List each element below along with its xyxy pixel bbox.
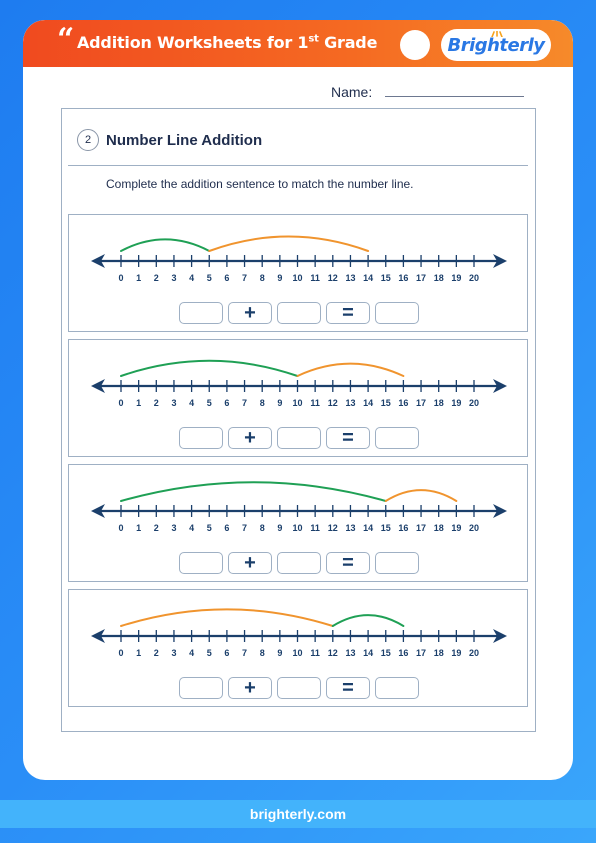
number-line-1 [69,215,529,295]
tick-label: 11 [310,273,320,283]
tick-label: 8 [259,523,265,533]
tick-label: 6 [224,398,230,408]
title-superscript: st [308,33,319,45]
tick-label: 7 [242,398,248,408]
tick-label: 6 [224,523,230,533]
tick-label: 20 [468,523,480,533]
title-end: Grade [318,33,378,52]
tick-label: 15 [380,273,391,283]
number-line-4 [69,590,529,670]
addend-1-box[interactable] [179,552,223,574]
tick-label: 12 [327,648,338,658]
number-line-3 [69,465,529,545]
tick-label: 13 [345,523,356,533]
tick-label: 20 [468,273,480,283]
sun-rays-icon [491,31,503,37]
tick-label: 18 [433,648,444,658]
jump-arc-green [333,615,404,626]
plus-sign: + [228,427,272,449]
tick-label: 8 [259,273,265,283]
tick-label: 18 [433,398,444,408]
sum-box[interactable] [375,302,419,324]
tick-label: 13 [345,273,356,283]
tick-label: 11 [310,523,320,533]
name-field-line[interactable] [385,96,524,97]
tick-label: 9 [277,648,283,658]
tick-label: 7 [242,273,248,283]
tick-label: 4 [189,648,195,658]
tick-label: 10 [292,648,303,658]
tick-label: 6 [224,648,230,658]
addend-2-box[interactable] [277,552,321,574]
tick-label: 4 [189,398,195,408]
equation-row [179,677,419,699]
tick-label: 16 [398,523,409,533]
jump-arc-orange [386,490,457,501]
tick-label: 17 [416,648,427,658]
tick-label: 20 [468,648,480,658]
tick-label: 3 [171,398,177,408]
equals-sign: = [326,302,370,324]
tick-label: 2 [153,398,159,408]
worksheet-header [23,20,573,67]
tick-label: 1 [136,273,142,283]
equation-row [179,302,419,324]
tick-label: 16 [398,273,409,283]
tick-label: 18 [433,523,444,533]
tick-label: 12 [327,523,338,533]
section-divider [68,165,528,166]
tick-label: 10 [292,398,303,408]
section-number-badge: 2 [77,129,99,151]
tick-label: 0 [118,648,124,658]
tick-label: 0 [118,273,124,283]
tick-label: 20 [468,398,480,408]
section-title: Number Line Addition [106,132,263,149]
addend-1-box[interactable] [179,302,223,324]
tick-label: 5 [206,398,212,408]
tick-label: 10 [292,273,303,283]
equals-sign: = [326,677,370,699]
tick-label: 4 [189,523,195,533]
tick-label: 3 [171,523,177,533]
title-main: Addition Worksheets for 1 [77,33,309,52]
tick-label: 9 [277,523,283,533]
plus-sign: + [228,302,272,324]
logo-text: Brighterly [447,34,545,56]
jump-arc-orange [121,609,333,626]
tick-label: 13 [345,398,356,408]
addend-1-box[interactable] [179,427,223,449]
plus-sign: + [228,677,272,699]
tick-label: 5 [206,273,212,283]
tick-label: 19 [451,398,462,408]
tick-label: 0 [118,523,124,533]
tick-label: 10 [292,523,303,533]
tick-label: 5 [206,523,212,533]
tick-label: 7 [242,523,248,533]
equation-row [179,552,419,574]
tick-label: 17 [416,273,427,283]
brighterly-logo [441,29,551,61]
addend-2-box[interactable] [277,302,321,324]
tick-label: 0 [118,398,124,408]
tick-label: 14 [363,523,374,533]
tick-label: 14 [363,273,374,283]
instructions-text: Complete the addition sentence to match the number line. [106,177,414,191]
problem-4 [68,589,528,707]
tick-label: 4 [189,273,195,283]
tick-label: 1 [136,648,142,658]
sum-box[interactable] [375,677,419,699]
problem-1 [68,214,528,332]
sum-box[interactable] [375,552,419,574]
tick-label: 17 [416,523,427,533]
tick-label: 19 [451,648,462,658]
footer-site-link[interactable]: brighterly.com [249,806,347,822]
tick-label: 13 [345,648,356,658]
tick-label: 11 [310,648,320,658]
problem-2 [68,339,528,457]
worksheet-title [77,33,377,52]
problem-3 [68,464,528,582]
tick-label: 15 [380,648,391,658]
equals-sign: = [326,552,370,574]
name-label: Name: [331,84,373,100]
tick-label: 2 [153,648,159,658]
tick-label: 1 [136,523,142,533]
equation-row [179,427,419,449]
tick-label: 19 [451,273,462,283]
addend-1-box[interactable] [179,677,223,699]
tick-label: 2 [153,273,159,283]
number-line-2 [69,340,529,420]
tick-label: 8 [259,648,265,658]
tick-label: 7 [242,648,248,658]
tick-label: 12 [327,273,338,283]
jump-arc-orange [298,364,404,376]
jump-arc-green [121,239,209,251]
tick-label: 15 [380,398,391,408]
tick-label: 15 [380,523,391,533]
tick-label: 5 [206,648,212,658]
tick-label: 1 [136,398,142,408]
tick-label: 12 [327,398,338,408]
sum-box[interactable] [375,427,419,449]
tick-label: 16 [398,398,409,408]
tick-label: 14 [363,398,374,408]
tick-label: 14 [363,648,374,658]
equals-sign: = [326,427,370,449]
tick-label: 9 [277,273,283,283]
decorative-circle-icon [400,30,430,60]
quote-mark-icon: “ [57,22,75,57]
jump-arc-green [121,482,386,501]
jump-arc-orange [209,237,368,251]
tick-label: 3 [171,273,177,283]
tick-label: 8 [259,398,265,408]
tick-label: 11 [310,398,320,408]
addend-2-box[interactable] [277,427,321,449]
tick-label: 16 [398,648,409,658]
tick-label: 3 [171,648,177,658]
tick-label: 2 [153,523,159,533]
tick-label: 9 [277,398,283,408]
tick-label: 17 [416,398,427,408]
tick-label: 18 [433,273,444,283]
plus-sign: + [228,552,272,574]
jump-arc-green [121,361,298,376]
addend-2-box[interactable] [277,677,321,699]
tick-label: 19 [451,523,462,533]
tick-label: 6 [224,273,230,283]
